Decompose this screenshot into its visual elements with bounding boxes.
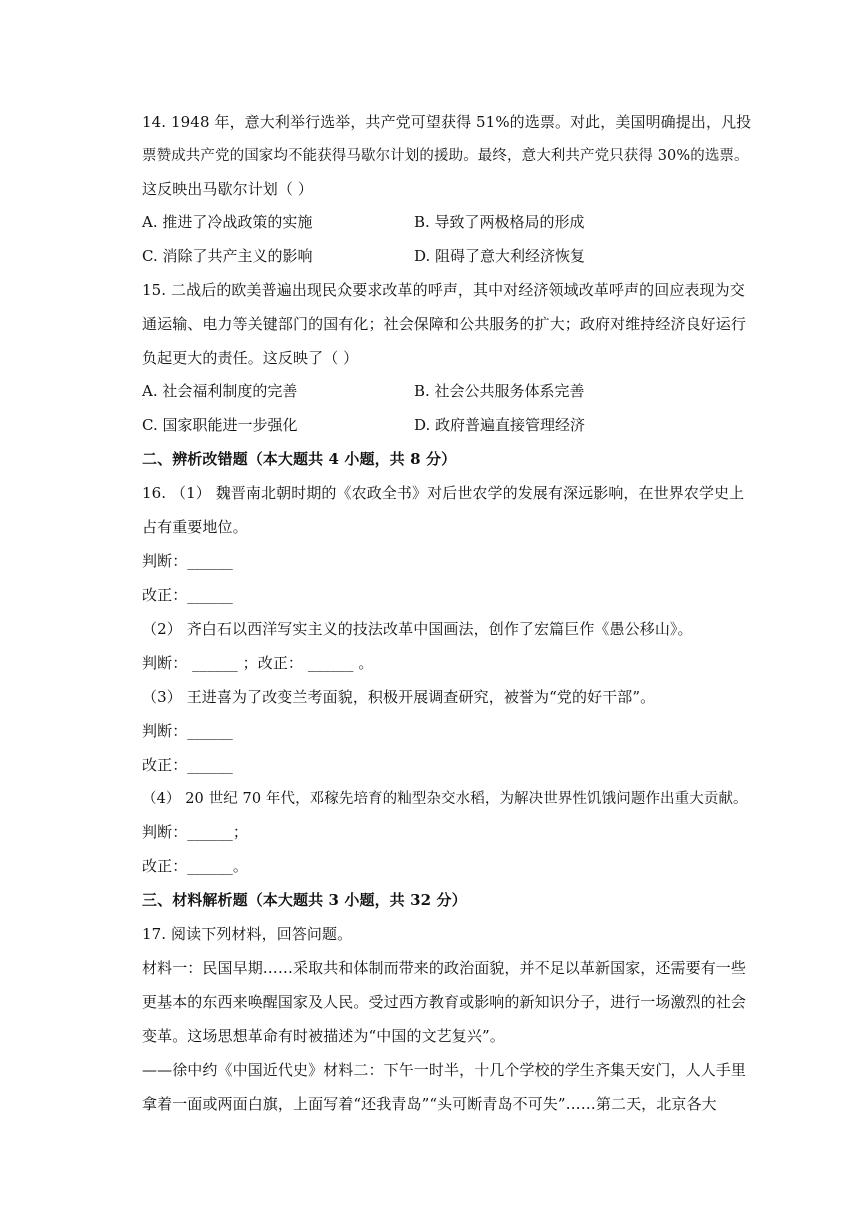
q15-option-b[interactable]: B. 社会公共服务体系完善 bbox=[414, 382, 585, 400]
q14-option-a[interactable]: A. 推进了冷战政策的实施 bbox=[142, 213, 313, 231]
q15-option-a[interactable]: A. 社会福利制度的完善 bbox=[142, 382, 298, 400]
q16-part1-line1: 16. （1） 魏晋南北朝时期的《农政全书》对后世农学的发展有深远影响，在世界农学史上 bbox=[142, 484, 745, 502]
q16-part4-line: （4） 20 世纪 70 年代，邓稼先培育的籼型杂交水稻，为解决世界性饥饿问题作出重大贡献。 bbox=[142, 791, 748, 807]
q15-stem-line3: 负起更大的责任。这反映了（ ） bbox=[142, 349, 359, 367]
q16-part1-judge[interactable]: 判断：______ bbox=[142, 552, 233, 570]
section3-heading: 三、材料解析题（本大题共 3 小题，共 32 分） bbox=[142, 891, 467, 909]
q16-part1-fix[interactable]: 改正：______ bbox=[142, 586, 233, 604]
q16-part4-judge[interactable]: 判断：______； bbox=[142, 823, 249, 841]
q16-part3-judge[interactable]: 判断：______ bbox=[142, 722, 233, 740]
q14-option-b[interactable]: B. 导致了两极格局的形成 bbox=[414, 213, 585, 231]
q17-material1-line2: 更基本的东西来唤醒国家及人民。受过西方教育或影响的新知识分子，进行一场激烈的社会 bbox=[142, 993, 747, 1011]
q17-material1-line3: 变革。这场思想革命有时被描述为“中国的文艺复兴”。 bbox=[142, 1027, 505, 1045]
q14-option-d[interactable]: D. 阻碍了意大利经济恢复 bbox=[414, 247, 586, 265]
q16-part2-answer[interactable]: 判断： ______ ；改正： ______ 。 bbox=[142, 654, 374, 672]
q16-part1-line2: 占有重要地位。 bbox=[142, 518, 248, 536]
q15-stem-line1: 15. 二战后的欧美普遍出现民众要求改革的呼声，其中对经济领域改革呼声的回应表现为交 bbox=[142, 281, 745, 299]
q17-material2-line1: ——徐中约《中国近代史》材料二：下午一时半，十几个学校的学生齐集天安门，人人手里 bbox=[142, 1061, 747, 1079]
q16-part3-fix[interactable]: 改正：______ bbox=[142, 756, 233, 774]
q15-option-d[interactable]: D. 政府普遍直接管理经济 bbox=[414, 416, 586, 434]
q14-stem-line3: 这反映出马歇尔计划（ ） bbox=[142, 180, 313, 198]
q17-intro: 17. 阅读下列材料，回答问题。 bbox=[142, 925, 353, 943]
q15-option-c[interactable]: C. 国家职能进一步强化 bbox=[142, 416, 298, 434]
q14-stem-line2: 票赞成共产党的国家均不能获得马歇尔计划的援助。最终，意大利共产党只获得 30%的选票。 bbox=[142, 148, 749, 164]
q16-part3-line: （3） 王进喜为了改变兰考面貌，积极开展调查研究，被誉为“党的好干部”。 bbox=[142, 688, 656, 706]
q17-material1-line1: 材料一：民国早期……采取共和体制而带来的政治面貌，并不足以革新国家，还需要有一些 bbox=[142, 959, 747, 977]
q14-stem-line1: 14. 1948 年，意大利举行选举，共产党可望获得 51%的选票。对此，美国明确提出，凡投 bbox=[142, 113, 752, 131]
q16-part2-line: （2） 齐白石以西洋写实主义的技法改革中国画法，创作了宏篇巨作《愚公移山》。 bbox=[142, 620, 693, 638]
section2-heading: 二、辨析改错题（本大题共 4 小题，共 8 分） bbox=[142, 450, 457, 468]
q17-material2-line2: 拿着一面或两面白旗，上面写着“还我青岛”“头可断青岛不可失”……第二天，北京各大 bbox=[142, 1095, 717, 1113]
q15-stem-line2: 通运输、电力等关键部门的国有化；社会保障和公共服务的扩大；政府对维持经济良好运行 bbox=[142, 315, 747, 333]
q14-option-c[interactable]: C. 消除了共产主义的影响 bbox=[142, 247, 313, 265]
q16-part4-fix[interactable]: 改正：______。 bbox=[142, 857, 249, 875]
